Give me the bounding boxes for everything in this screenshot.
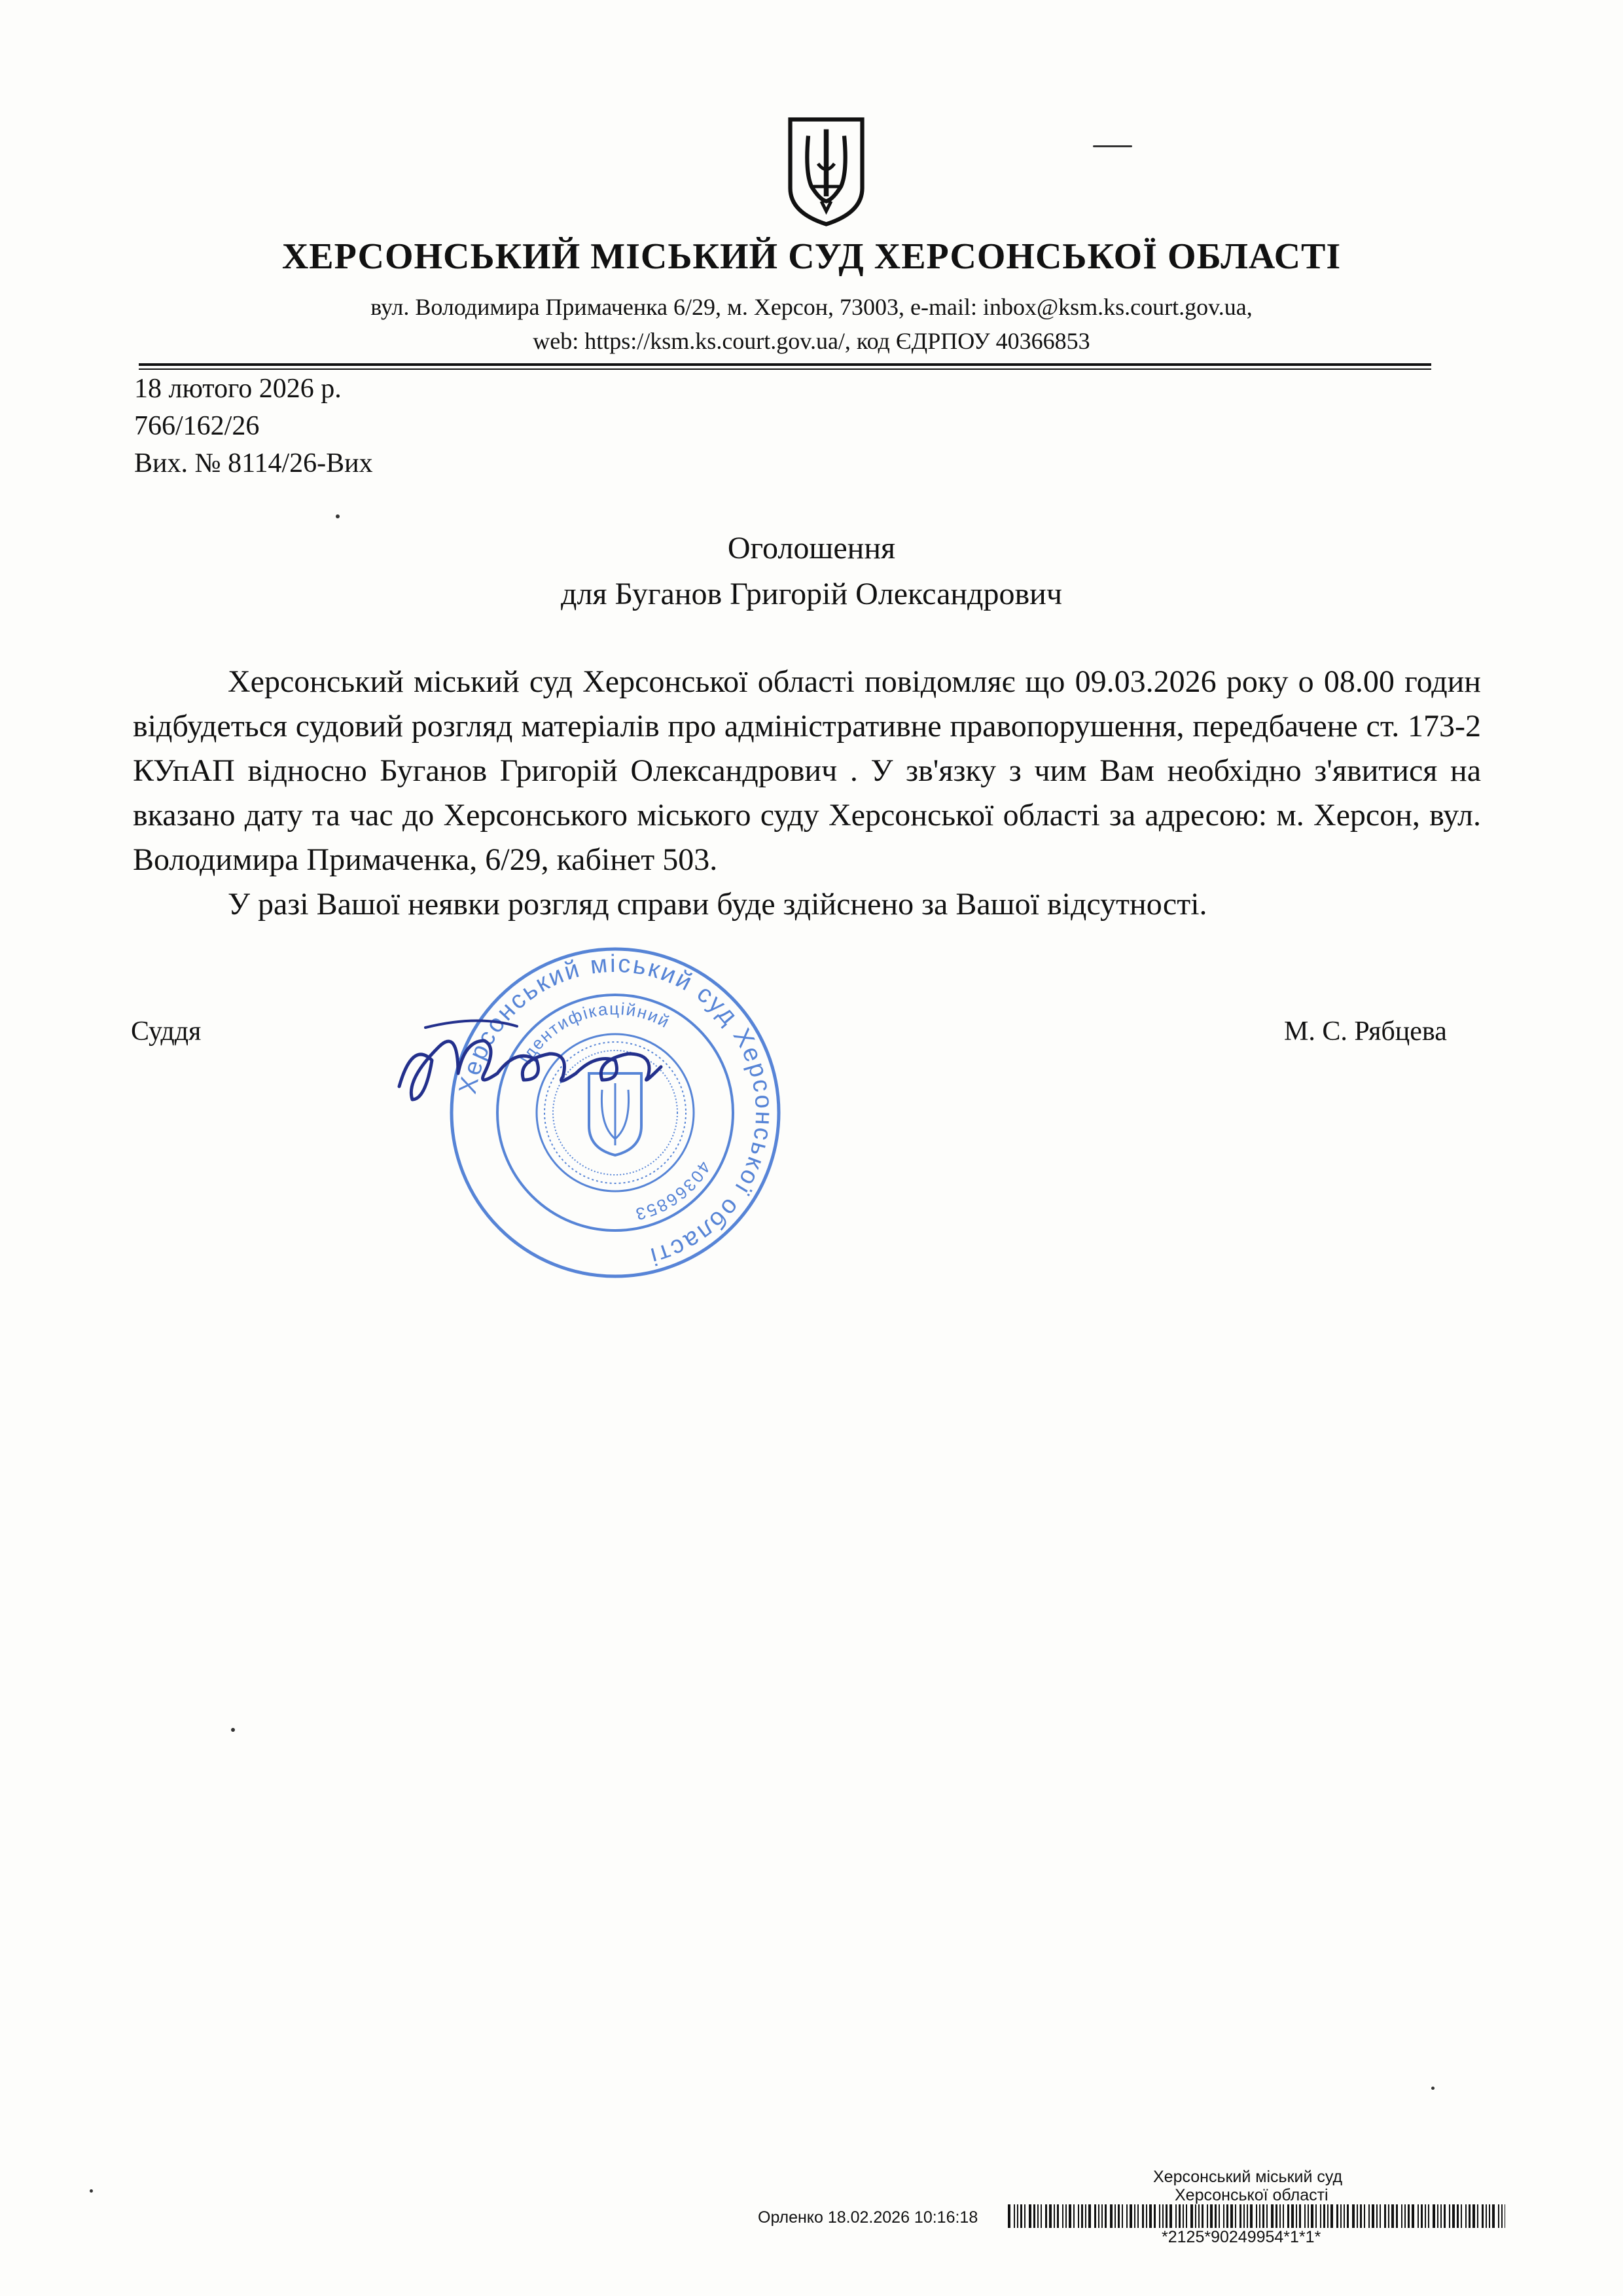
barcode-bar	[1266, 2204, 1268, 2228]
barcode-bar	[1296, 2204, 1297, 2228]
barcode-bar	[1110, 2204, 1113, 2228]
barcode-bar	[1477, 2204, 1478, 2228]
body-paragraph-1: Херсонський міський суд Херсонської області повідомляє що 09.03.2026 року о 08.00 годин відбудеться судовий розгляд матеріалів про адміністративне правопорушення, передбачене ст. 173-2 КУпАП відносно Буганов Григорій Олександрович . У зв'язку з чим Вам необхідно з'явитися на вказано дату та час до Херсонського міського суду Херсонської області за адресою: м. Херсон, вул. Володимира Примаченка, 6/29, кабінет 503.	[133, 664, 1481, 877]
case-number: 766/162/26	[134, 411, 260, 441]
barcode-bar	[1054, 2204, 1055, 2228]
barcode-bar	[1126, 2204, 1128, 2228]
barcode-bar	[1469, 2204, 1471, 2228]
barcode-bar	[1215, 2204, 1217, 2228]
barcode-bar	[1230, 2204, 1233, 2228]
barcode-bar	[1330, 2204, 1333, 2228]
barcode-bar	[1226, 2204, 1228, 2228]
footer-barcode-code: *2125*90249954*1*1*	[1162, 2228, 1321, 2246]
barcode-bar	[1088, 2204, 1091, 2228]
barcode-bar	[1045, 2204, 1047, 2228]
barcode-bar	[1062, 2204, 1063, 2228]
barcode-bar	[1057, 2204, 1059, 2228]
signature-role: Суддя	[131, 1016, 202, 1047]
barcode-bar	[1364, 2204, 1365, 2228]
court-name: ХЕРСОНСЬКИЙ МІСЬКИЙ СУД ХЕРСОНСЬКОЇ ОБЛАСТІ	[281, 236, 1342, 277]
barcode-bar	[1498, 2204, 1499, 2228]
barcode-bar	[1457, 2204, 1459, 2228]
barcode-bar	[1299, 2204, 1301, 2228]
barcode-bar	[1186, 2204, 1187, 2228]
outgoing-number: Вих. № 8114/26-Вих	[134, 448, 373, 478]
barcode-bar	[1247, 2204, 1248, 2228]
barcode-bar	[1360, 2204, 1362, 2228]
barcode-bar	[1175, 2204, 1177, 2228]
barcode-bar	[1137, 2204, 1139, 2228]
barcode-bar	[1304, 2204, 1306, 2228]
barcode-bar	[1388, 2204, 1389, 2228]
footer-court-line-2: Херсонської області	[1175, 2186, 1329, 2204]
barcode-bar	[1396, 2204, 1398, 2228]
barcode-bar	[1404, 2204, 1406, 2228]
barcode-bar	[1101, 2204, 1103, 2228]
barcode-bar	[1472, 2204, 1475, 2228]
barcode-bar	[1223, 2204, 1224, 2228]
barcode-bar	[1262, 2204, 1264, 2228]
announcement-addressee: для Буганов Григорій Олександрович	[561, 577, 1062, 611]
barcode-bar	[1094, 2204, 1096, 2228]
barcode-bar	[1118, 2204, 1120, 2228]
barcode-bar	[1336, 2204, 1338, 2228]
barcode-bar	[1421, 2204, 1423, 2228]
barcode-bar	[1014, 2204, 1015, 2228]
barcode-bar	[1449, 2204, 1450, 2228]
barcode-bar	[1078, 2204, 1079, 2228]
barcode-bar	[1428, 2204, 1429, 2228]
barcode-bar	[1183, 2204, 1184, 2228]
barcode-bar	[1041, 2204, 1042, 2228]
barcode-bar	[1085, 2204, 1086, 2228]
barcode-bar	[1408, 2204, 1410, 2228]
barcode-bar	[1020, 2204, 1022, 2228]
barcode-bar	[1169, 2204, 1172, 2228]
barcode-bar	[1069, 2204, 1071, 2228]
barcode-bar	[1372, 2204, 1374, 2228]
barcode-bar	[1291, 2204, 1294, 2228]
barcode-bar	[1425, 2204, 1426, 2228]
barcode-bar	[1146, 2204, 1147, 2228]
footer-court-line-1: Херсонський міський суд	[1153, 2168, 1343, 2186]
barcode-bar	[1198, 2204, 1200, 2228]
barcode-bar	[1235, 2204, 1236, 2228]
scan-speck	[90, 2189, 93, 2193]
barcode-bar	[1271, 2204, 1274, 2228]
barcode-bar	[1105, 2204, 1107, 2228]
barcode-bar	[1008, 2204, 1010, 2228]
barcode-bar	[1486, 2204, 1487, 2228]
stamp-outer-text: Херсонський міський суд Херсонської області	[454, 950, 778, 1271]
barcode-bar	[1461, 2204, 1462, 2228]
court-address-line-1: вул. Володимира Примаченка 6/29, м. Херсон, 73003, e-mail: inbox@ksm.ks.court.gov.ua,	[370, 294, 1253, 320]
barcode-bar	[1190, 2204, 1193, 2228]
barcode-bar	[1154, 2204, 1156, 2228]
barcode-bar	[1376, 2204, 1378, 2228]
barcode-bar	[1489, 2204, 1490, 2228]
announcement-body	[133, 660, 1481, 927]
barcode-bar	[1256, 2204, 1257, 2228]
barcode-bar	[1444, 2204, 1446, 2228]
barcode-bar	[1368, 2204, 1370, 2228]
barcode-bar	[1352, 2204, 1355, 2228]
barcode-bar	[1320, 2204, 1321, 2228]
barcode-bar	[1347, 2204, 1349, 2228]
stamp-inner-text: Ідентифікаційний	[515, 998, 674, 1067]
barcode-bar	[1384, 2204, 1386, 2228]
header-rule-thick	[139, 363, 1431, 366]
barcode-bar	[1240, 2204, 1241, 2228]
barcode-bar	[1134, 2204, 1135, 2228]
barcode-bar	[1219, 2204, 1220, 2228]
barcode-bar	[1179, 2204, 1181, 2228]
barcode-bar	[1243, 2204, 1245, 2228]
header-rule-thin	[139, 368, 1431, 370]
barcode-bar	[1017, 2204, 1018, 2228]
barcode-bar	[1308, 2204, 1309, 2228]
barcode-bar	[1122, 2204, 1123, 2228]
barcode-bar	[1130, 2204, 1132, 2228]
coat-of-arms-icon	[785, 115, 867, 229]
barcode-bar	[1098, 2204, 1099, 2228]
barcode-bar	[1401, 2204, 1402, 2228]
barcode-bar	[1033, 2204, 1035, 2228]
signature-name: М. С. Рябцева	[1284, 1016, 1447, 1047]
barcode-bar	[1344, 2204, 1345, 2228]
body-paragraph-2: У разі Вашої неявки розгляд справи буде здійснено за Вашої відсутності.	[228, 887, 1207, 922]
barcode-bar	[1149, 2204, 1152, 2228]
barcode-bar	[1202, 2204, 1204, 2228]
barcode-bar	[1162, 2204, 1164, 2228]
stamp-code: 40366853	[632, 1158, 715, 1225]
barcode-bar	[1357, 2204, 1358, 2228]
barcode-bar	[1327, 2204, 1329, 2228]
scan-speck	[1093, 145, 1132, 147]
barcode-bar	[1207, 2204, 1208, 2228]
barcode-bar	[1418, 2204, 1419, 2228]
scan-speck	[1431, 2087, 1435, 2090]
barcode-bar	[1250, 2204, 1253, 2228]
barcode-bar	[1279, 2204, 1281, 2228]
barcode-bar	[1275, 2204, 1277, 2228]
court-address-line-2: web: https://ksm.ks.court.gov.ua/, код ЄДРПОУ 40366853	[533, 328, 1090, 354]
announcement-title: Оголошення	[727, 531, 896, 565]
barcode-bar	[1440, 2204, 1442, 2228]
barcode-bar	[1142, 2204, 1144, 2228]
barcode-bar	[1311, 2204, 1313, 2228]
barcode-bar	[1115, 2204, 1116, 2228]
barcode-bar	[1029, 2204, 1031, 2228]
barcode-bar	[1159, 2204, 1160, 2228]
barcode-bar	[1433, 2204, 1435, 2228]
barcode-bar	[1501, 2204, 1503, 2228]
footer-operator-timestamp: Орленко 18.02.2026 10:16:18	[758, 2208, 978, 2227]
barcode-bar	[1024, 2204, 1026, 2228]
barcode-bar	[1287, 2204, 1289, 2228]
barcode-bar	[1391, 2204, 1394, 2228]
barcode-bar	[1081, 2204, 1083, 2228]
barcode-bar	[1482, 2204, 1484, 2228]
barcode-bar	[1323, 2204, 1325, 2228]
document-date: 18 лютого 2026 р.	[134, 374, 342, 404]
barcode-bar	[1315, 2204, 1317, 2228]
barcode-bar	[1465, 2204, 1467, 2228]
barcode-bar	[1412, 2204, 1414, 2228]
barcode-bar	[1259, 2204, 1260, 2228]
barcode-bar	[1340, 2204, 1342, 2228]
barcode-bar	[1049, 2204, 1052, 2228]
barcode-bar	[1452, 2204, 1455, 2228]
barcode-bar	[1037, 2204, 1039, 2228]
handwritten-signature	[386, 998, 700, 1119]
barcode-bar	[1166, 2204, 1168, 2228]
barcode-bar	[1073, 2204, 1075, 2228]
scan-speck	[231, 1728, 235, 1732]
barcode-bar	[1283, 2204, 1284, 2228]
barcode-bar	[1437, 2204, 1438, 2228]
barcode-bar	[1210, 2204, 1213, 2228]
barcode-bar	[1065, 2204, 1067, 2228]
barcode-bar	[1492, 2204, 1495, 2228]
scan-speck	[336, 514, 340, 518]
barcode-bar	[1195, 2204, 1196, 2228]
barcode-bar	[1380, 2204, 1381, 2228]
document-barcode	[1008, 2204, 1505, 2228]
